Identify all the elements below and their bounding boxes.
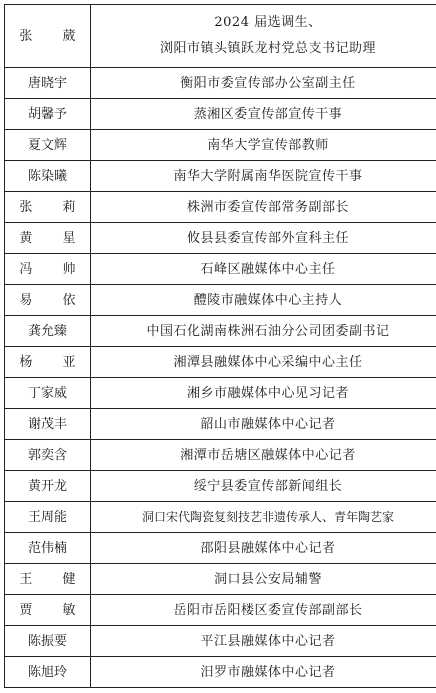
position-cell: 绥宁县委宣传部新闻组长 <box>91 471 436 502</box>
table-row <box>5 130 436 161</box>
position-cell: 攸县县委宣传部外宣科主任 <box>91 223 436 254</box>
name-cell: 贾 敏 <box>5 595 91 626</box>
position-line-1: 2024 届选调生、 <box>214 15 322 30</box>
name-cell: 胡馨予 <box>5 99 91 130</box>
position-cell: 蒸湘区委宣传部宣传干事 <box>91 99 436 130</box>
position-cell: 石峰区融媒体中心主任 <box>91 254 436 285</box>
position-cell: 韶山市融媒体中心记者 <box>91 409 436 440</box>
table-row <box>5 595 436 626</box>
name-cell: 范伟楠 <box>5 533 91 564</box>
name-cell: 郭奕含 <box>5 440 91 471</box>
name-cell: 丁家威 <box>5 378 91 409</box>
name-cell: 陈旭玲 <box>5 657 91 688</box>
table-row <box>5 254 436 285</box>
table-row <box>5 471 436 502</box>
position-cell: 岳阳市岳阳楼区委宣传部副部长 <box>91 595 436 626</box>
table-row <box>5 99 436 130</box>
table-row <box>5 316 436 347</box>
table-row <box>5 223 436 254</box>
name-cell: 王 健 <box>5 564 91 595</box>
name-cell: 黄开龙 <box>5 471 91 502</box>
position-cell: 平江县融媒体中心记者 <box>91 626 436 657</box>
table-row <box>5 409 436 440</box>
name-cell: 王周能 <box>5 502 91 533</box>
name-cell: 谢茂丰 <box>5 409 91 440</box>
name-cell: 黄 星 <box>5 223 91 254</box>
table-row <box>5 192 436 223</box>
name-cell: 易 依 <box>5 285 91 316</box>
position-cell: 湘潭市岳塘区融媒体中心记者 <box>91 440 436 471</box>
position-cell: 洞口宋代陶瓷复刻技艺非遗传承人、青年陶艺家 <box>91 502 436 533</box>
name-cell: 张 葳 <box>5 5 91 68</box>
table-row <box>5 564 436 595</box>
table-row <box>5 657 436 688</box>
name-cell: 龚允臻 <box>5 316 91 347</box>
position-cell: 洞口县公安局辅警 <box>91 564 436 595</box>
position-cell: 南华大学宣传部教师 <box>91 130 436 161</box>
table-row <box>5 347 436 378</box>
table-row <box>5 5 436 68</box>
roster-table <box>4 4 436 688</box>
name-cell: 张 莉 <box>5 192 91 223</box>
position-cell: 中国石化湖南株洲石油分公司团委副书记 <box>91 316 436 347</box>
position-cell: 衡阳市委宣传部办公室副主任 <box>91 68 436 99</box>
position-cell: 株洲市委宣传部常务副部长 <box>91 192 436 223</box>
position-cell: 汨罗市融媒体中心记者 <box>91 657 436 688</box>
table-row <box>5 161 436 192</box>
table-row <box>5 378 436 409</box>
position-cell: 湘潭县融媒体中心采编中心主任 <box>91 347 436 378</box>
name-cell: 杨 亚 <box>5 347 91 378</box>
name-cell: 冯 帅 <box>5 254 91 285</box>
name-cell: 唐晓宇 <box>5 68 91 99</box>
position-cell: 邵阳县融媒体中心记者 <box>91 533 436 564</box>
position-cell <box>91 5 436 68</box>
position-cell: 南华大学附属南华医院宣传干事 <box>91 161 436 192</box>
table-row <box>5 502 436 533</box>
table-row <box>5 533 436 564</box>
name-cell: 陈振要 <box>5 626 91 657</box>
table-row <box>5 285 436 316</box>
name-cell: 夏文辉 <box>5 130 91 161</box>
table-row <box>5 626 436 657</box>
position-cell: 湘乡市融媒体中心见习记者 <box>91 378 436 409</box>
name-cell: 陈染曦 <box>5 161 91 192</box>
table-row <box>5 440 436 471</box>
position-cell: 醴陵市融媒体中心主持人 <box>91 285 436 316</box>
position-line-2: 浏阳市镇头镇跃龙村党总支书记助理 <box>159 41 376 56</box>
table-row <box>5 68 436 99</box>
